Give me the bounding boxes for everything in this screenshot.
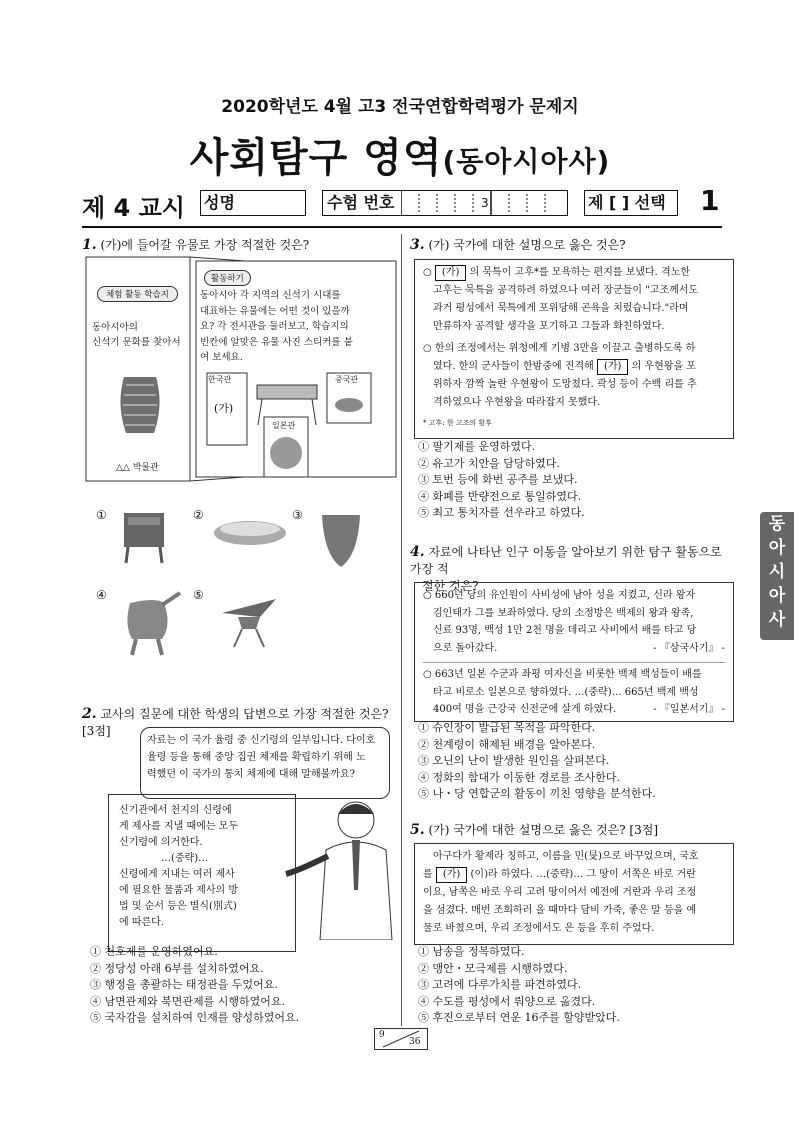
japan-pavilion-label: 일본관 [272,421,296,430]
scroll-line: 에 필요한 물품과 제사의 방 [119,885,238,896]
q3-footnote: * 고후: 한 고조의 황후 [423,419,492,427]
side-tab-char: 동 [768,514,786,534]
name-label: 성명 [204,193,235,212]
activity-line: 동아시아 각 지역의 신석기 시대를 [200,290,341,301]
q4-text: 자료에 나타난 인구 이동을 알아보기 위한 탐구 활동으로 가장 적 [410,545,722,576]
q3-text-line: 고후는 묵특을 공격하려 하였으나 여러 장군들이 "고조께서도 [433,285,699,296]
q3-option[interactable]: ⑤ 최고 통치자를 선우라고 하였다. [418,506,585,520]
exam-number-field[interactable] [322,190,568,216]
q4-text-line: 김인태가 그를 보좌하였다. 당의 소정방은 백제의 왕과 왕족, [433,607,694,619]
activity-text [200,288,394,366]
korea-pavilion-label: 한국관 [208,375,232,384]
q5-text-line: 를 [423,869,433,880]
q3-options [418,439,718,522]
bubble-line: 자료는 이 국가 율령 중 신기령의 일부입니다. 다이호 [147,735,376,746]
q4-text-line: ○ 660년 당의 유인원이 사비성에 남아 성을 지켰고, 신라 왕자 [423,590,696,601]
q1-artifact-images [110,505,400,670]
q2-options [90,944,400,1027]
exam-number-digit: 3 [481,196,489,210]
q4-source-citation: - 『삼국사기』 - [653,642,725,654]
q5-text-line: 을 섬겼다. 매번 조회하러 올 때마다 담비 가죽, 좋은 말 등을 예 [423,905,697,916]
ga-placeholder: (가) [214,402,234,415]
teacher-figure-icon [280,790,400,940]
q2-option[interactable]: ⑤ 국자감을 설치하여 인재를 양성하였어요. [90,1011,300,1025]
q3-text: (가) 국가에 대한 설명으로 옳은 것은? [428,238,626,252]
q3-number: 3. [410,237,425,253]
booklet-title-line: 신석기 문화를 찾아서 [92,337,181,348]
page-current: 9 [379,1030,385,1040]
choice-label: 제 [ ] 선택 [588,193,666,212]
q4-source-citation: - 『일본서기』 - [653,704,725,715]
q5-number: 5. [410,822,425,838]
q1-question [82,237,392,254]
page-total: 36 [409,1037,421,1047]
q4-text-line: 으로 돌아갔다. [433,642,498,654]
q1-choice-2[interactable]: ② [193,508,204,522]
q3-text-line: 과거 평성에서 묵특에게 포위당해 곤욕을 치렀습니다."라며 [433,303,689,314]
q1-number: 1. [82,237,97,253]
q3-source-box: ○ (가) 의 묵특이 고후*를 모욕하는 편지를 보냈다. 격노한 고후는 묵특을 공격하려 하였으나 여러 장군들이 "고조께서도 과거 평성에서 묵특에게 포위당해 곤욕을 치렀습니다."라며 만류하자 공격할 생각을 포기하고 그들과 화친하였다. ○ 한의 조정에서는 위청에게 기병 3만을 이끌고 출병하도록 하 였다. 한의 군사들이 한밤중에 진격해 (가) 의 우현왕을 포 위하자 깜짝 놀란 우현왕이 도망쳤다. 곽성 등이 수백 리를 추 격하였으나 우현왕을 따라잡지 못했다. * 고후: 한 고조의 황후 [414,259,734,439]
china-pavilion-label: 중국관 [335,375,359,384]
exam-number-cells [401,191,565,215]
bronze-jue-icon [222,599,276,647]
exam-number-label: 수험 번호 [327,193,395,212]
activity-line: 대표하는 유물에는 어떤 것이 있을까 [200,305,350,317]
scroll-line: 신기관에서 천지의 신령에 [119,805,232,816]
pottery-bowl-icon [214,521,286,545]
q1-choice-4[interactable]: ④ [96,588,107,602]
side-tab-char: 시 [768,562,786,582]
q3-text-line: ○ 한의 조정에서는 위청에게 기병 3만을 이끌고 출병하도록 하 [423,343,696,354]
q4-option[interactable]: ② 천계령이 해제된 배경을 알아본다. [418,737,596,751]
side-tab-char: 아 [768,538,786,558]
q5-text-line: 이요, 남쪽은 바로 우리 고려 땅이어서 예전에 거란과 우리 조정 [423,887,697,898]
q4-number: 4. [410,544,425,560]
side-tab-char: 아 [768,586,786,606]
teacher-speech-bubble [140,727,390,799]
page-number: 1 [700,184,720,217]
subject-title [0,126,800,183]
ga-box: (가) [435,265,466,281]
q4-source-box [414,582,734,722]
bubble-line: 율령 등을 통해 중앙 집권 체제를 확립하기 위해 노 [147,752,366,763]
q4-option[interactable]: ① 슈인장이 발급된 목적을 파악한다. [418,721,596,734]
scroll-line: 에 따른다. [119,917,164,928]
q3-option[interactable]: ③ 토번 등에 화번 공주를 보냈다. [418,473,578,487]
q2-option[interactable]: ④ 남면관제와 북면관제를 시행하였어요. [90,994,286,1008]
side-tab-char: 사 [768,610,786,630]
q4-text: 절한 것은? [422,579,479,593]
q4-option[interactable]: ③ 오닌의 난이 발생한 원인을 살펴본다. [418,754,610,768]
q3-text-line: 였다. 한의 군사들이 한밤중에 진격해 [433,361,594,372]
scroll-line: 신령에게 지내는 여러 제사 [119,869,235,880]
activity-badge: 활동하기 [204,270,251,286]
period-label: 제 4 교시 [82,194,185,222]
activity-line: 빈칸에 알맞은 유물 사진 스티커를 붙 [200,336,353,348]
q2-number: 2. [82,706,97,722]
q3-text-line: 의 우현왕을 포 [631,361,696,372]
scroll-line: 신기령에 의거한다. [119,837,203,848]
bronze-ding-icon [124,513,164,563]
comb-pattern-pottery-icon [120,377,159,433]
legal-scroll [108,794,296,952]
q5-text: (가) 국가에 대한 설명으로 옳은 것은? [3점] [428,823,659,837]
page-counter [374,1028,428,1050]
scroll-line: 게 제사를 지낼 때에는 모두 [119,821,238,832]
q3-question [410,237,720,254]
q4-option[interactable]: ④ 정화의 함대가 이동한 경로를 조사한다. [418,770,620,784]
q5-option[interactable]: ③ 고려에 다루가치를 파견하였다. [418,978,582,992]
scroll-line: …(중략)… [161,853,209,864]
subject-main: 사회탐구 영역 [189,135,443,181]
q4-text-line: 신료 93명, 백성 1만 2천 명을 데리고 사비에서 배를 타고 당 [433,625,697,636]
name-field[interactable] [200,190,306,216]
subject-side-tab [760,512,794,640]
q4-option[interactable]: ⑤ 나・당 연합군의 활동이 끼친 영향을 분석한다. [418,787,656,801]
activity-line: 요? 각 전시관을 둘러보고, 학습지의 [200,321,349,332]
bubble-line: 력했던 이 국가의 통치 체제에 대해 말해볼까요? [147,769,355,780]
q4-options [418,720,718,803]
booklet-title [92,320,181,350]
tripod-gui-pitcher-icon [127,593,180,655]
scroll-line: 법 및 순서 등은 별식(別式) [119,901,237,912]
subject-sub: (동아시아사) [442,145,611,178]
q1-choice-5[interactable]: ⑤ [193,588,204,602]
q1-text: (가)에 들어갈 유물로 가장 적절한 것은? [100,238,310,252]
q1-choice-1[interactable]: ① [96,508,107,522]
q5-question [410,822,730,839]
ga-box: (가) [597,359,628,375]
q3-option[interactable]: ④ 화폐를 반량전으로 통일하였다. [418,489,582,503]
booklet-title-line: 동아시아의 [92,322,138,333]
q5-text-line: (이)라 하였다. …(중략)… 그 땅이 서쪽은 바로 거란 [470,869,696,880]
choice-field[interactable] [584,190,678,216]
q3-option[interactable]: ① 팔기제를 운영하였다. [418,440,536,453]
q3-text-line: 격하였으나 우현왕을 따라잡지 못했다. [433,397,601,408]
q2-option[interactable]: ② 정당성 아래 6부를 설치하였어요. [90,961,264,975]
q2-text: 교사의 질문에 대한 학생의 답변으로 가장 적절한 것은? [3점] [82,707,389,738]
q3-text-line: 의 묵특이 고후*를 모욕하는 편지를 보냈다. 격노한 [469,267,691,278]
booklet-badge: 체험 활동 학습지 [97,286,178,302]
booklet-museum: △△ 박물관 [116,463,159,473]
q5-source-box [414,843,734,945]
q5-options [418,944,718,1027]
q5-text-line: 아구다가 황제라 칭하고, 이름을 민(旻)으로 바꾸었으며, 국호 [433,851,699,862]
exam-title: 2020학년도 4월 고3 전국연합학력평가 문제지 [221,97,579,117]
q5-text-line: 물로 바쳤으며, 우리 조정에서도 은 등을 후히 주었다. [423,923,655,934]
q3-text-line: 만류하자 공격할 생각을 포기하고 그들과 화친하였다. [433,321,665,332]
q4-text-line: 400여 명을 근강국 신전군에 살게 하였다. [433,704,617,715]
pointed-pottery-icon [322,515,360,567]
q4-text-line: 타고 비로소 일본으로 향하였다. …(중략)… 665년 백제 백성 [433,686,699,698]
ga-box: (가) [436,867,467,883]
q3-option[interactable]: ② 유고가 치안을 담당하였다. [418,456,560,470]
q5-option[interactable]: ① 남송을 정복하였다. [418,945,525,958]
q5-option[interactable]: ⑤ 후진으로부터 연운 16주를 할양받았다. [418,1011,620,1025]
q2-option[interactable]: ① 천호제를 운영하였어요. [90,945,218,958]
q5-option[interactable]: ④ 수도를 평성에서 뤄양으로 옮겼다. [418,994,596,1008]
q5-option[interactable]: ② 맹안・모극제를 시행하였다. [418,961,568,975]
q1-choice-3[interactable]: ③ [292,508,303,522]
header-rule [82,226,722,228]
q3-text-line: 위하자 깜짝 놀란 우현왕이 도망쳤다. 곽성 등이 수백 리를 추 [433,379,697,390]
q4-text-line: ○ 663년 일본 수군과 좌평 여자신을 비롯한 백제 백성들이 배를 [423,662,725,684]
activity-line: 여 보세요. [200,352,243,363]
q2-option[interactable]: ③ 행정을 총괄하는 태정관을 두었어요. [90,978,278,992]
